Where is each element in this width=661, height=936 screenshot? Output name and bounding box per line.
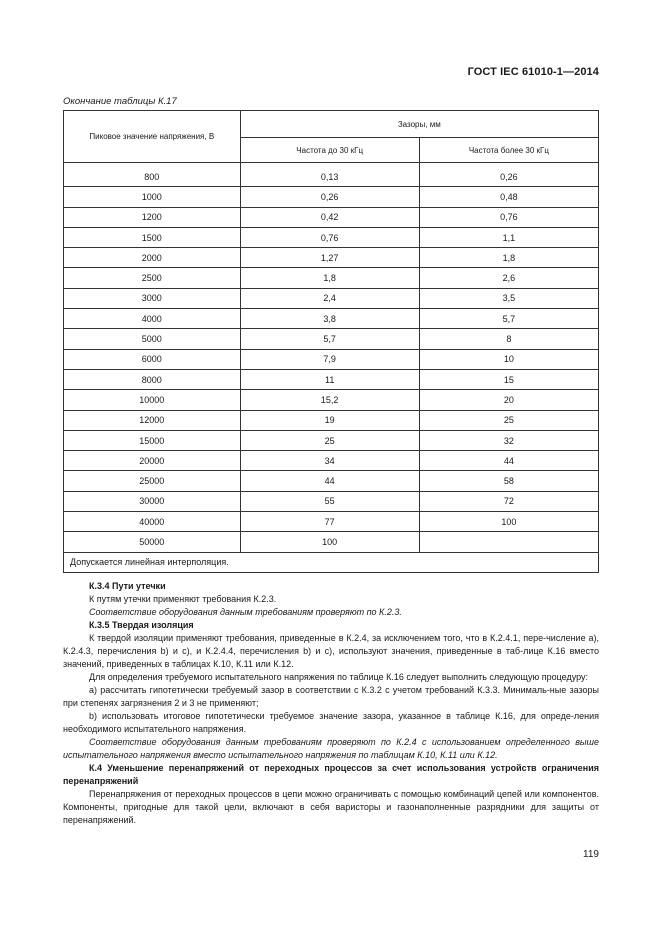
paragraph-compliance: Соответствие оборудования данным требованиям проверяют по К.2.4 с использованием определенного выше испытательного напряжения вместо испытательного напряжения по таблицам К.10, К.11 или К.12. [63,737,599,760]
cell-voltage: 800 [64,163,241,187]
cell-voltage: 1500 [64,227,241,247]
cell-gap-low-frequency: 1,8 [240,268,419,288]
list-item-a: а) рассчитать гипотетически требуемый зазор в соответствии с К.3.2 с учетом требований К.3.3. Минималь-ные зазоры при степенях загрязнения 2 и 3 не применяют; [63,685,599,708]
paragraph: К твердой изоляции применяют требования, приведенные в К.2.4, за исключением того, что в К.2.4.1, пере-числение а), К.2.4.3, перечисления b) и с), и К.2.4.4, перечисления b) и с), используют значения, приведенные в таб-лице К.16 вместо значений, приведенных в таблицах К.10, К.11 или К.12. [63,633,599,669]
table-row [64,532,599,552]
cell-gap-high-frequency: 8 [419,329,598,349]
cell-gap-high-frequency: 5,7 [419,309,598,329]
cell-gap-high-frequency: 25 [419,410,598,430]
col-header-low-frequency: Частота до 30 кГц [240,138,419,163]
col-header-gaps: Зазоры, мм [240,111,598,138]
cell-gap-high-frequency: 3,5 [419,288,598,308]
cell-voltage: 3000 [64,288,241,308]
cell-gap-high-frequency: 1,1 [419,227,598,247]
table-row [64,288,599,308]
paragraph: К путям утечки применяют требования К.2.3. [89,594,277,604]
cell-gap-high-frequency: 1,8 [419,248,598,268]
cell-voltage: 1200 [64,207,241,227]
cell-gap-high-frequency: 15 [419,369,598,389]
cell-voltage: 1000 [64,187,241,207]
table-row [64,369,599,389]
cell-gap-low-frequency: 100 [240,532,419,552]
table-row [64,410,599,430]
table-row [64,471,599,491]
cell-gap-high-frequency: 20 [419,390,598,410]
cell-gap-high-frequency: 58 [419,471,598,491]
cell-gap-low-frequency: 44 [240,471,419,491]
paragraph-compliance: Соответствие оборудования данным требованиям проверяют по К.2.3. [89,607,402,617]
cell-gap-high-frequency: 100 [419,512,598,532]
cell-gap-low-frequency: 19 [240,410,419,430]
paragraph: Для определения требуемого испытательного напряжения по таблице К.16 следует выполнить следующую процедуру: [89,672,589,682]
table-row [64,512,599,532]
cell-gap-high-frequency: 0,48 [419,187,598,207]
cell-gap-low-frequency: 0,26 [240,187,419,207]
clearance-table [63,110,599,573]
table-row [64,207,599,227]
table-row [64,268,599,288]
cell-voltage: 6000 [64,349,241,369]
paragraph: Перенапряжения от переходных процессов в цепи можно ограничивать с помощью комбинаций цепей или компонентов. Компоненты, пригодные для такой цели, включают в себя варисторы и газонаполненные разрядники для защиты от перенапряжений. [63,789,599,825]
table-note: Допускается линейная интерполяция. [64,552,599,572]
section-heading-k35: К.3.5 Твердая изоляция [89,620,194,630]
cell-gap-low-frequency: 25 [240,430,419,450]
table-row [64,329,599,349]
cell-voltage: 40000 [64,512,241,532]
col-header-voltage: Пиковое значение напряжения, В [64,111,241,163]
cell-gap-low-frequency: 0,13 [240,163,419,187]
table-row [64,390,599,410]
cell-gap-high-frequency: 44 [419,451,598,471]
cell-voltage: 25000 [64,471,241,491]
cell-voltage: 15000 [64,430,241,450]
cell-voltage: 4000 [64,309,241,329]
cell-gap-low-frequency: 0,76 [240,227,419,247]
cell-voltage: 50000 [64,532,241,552]
cell-gap-low-frequency: 2,4 [240,288,419,308]
table-row [64,187,599,207]
col-header-high-frequency: Частота более 30 кГц [419,138,598,163]
table-row [64,430,599,450]
cell-gap-low-frequency: 11 [240,369,419,389]
table-row [64,349,599,369]
cell-gap-low-frequency: 1,27 [240,248,419,268]
cell-gap-low-frequency: 34 [240,451,419,471]
cell-gap-low-frequency: 3,8 [240,309,419,329]
table-caption: Окончание таблицы К.17 [63,96,177,107]
cell-voltage: 2000 [64,248,241,268]
section-heading-k34: К.3.4 Пути утечки [89,581,166,591]
cell-voltage: 2500 [64,268,241,288]
cell-gap-low-frequency: 7,9 [240,349,419,369]
cell-voltage: 5000 [64,329,241,349]
table-row [64,248,599,268]
cell-voltage: 20000 [64,451,241,471]
table-row [64,227,599,247]
page-number: 119 [583,849,599,860]
cell-gap-low-frequency: 5,7 [240,329,419,349]
cell-gap-high-frequency: 32 [419,430,598,450]
section-heading-k4: К.4 Уменьшение перенапряжений от переходных процессов за счет использования устройств ограничения перенапряжений [63,763,599,786]
cell-gap-high-frequency: 10 [419,349,598,369]
cell-gap-low-frequency: 55 [240,491,419,511]
cell-gap-low-frequency: 77 [240,512,419,532]
cell-gap-low-frequency: 0,42 [240,207,419,227]
cell-gap-low-frequency: 15,2 [240,390,419,410]
table-row [64,491,599,511]
table-row [64,309,599,329]
cell-gap-high-frequency: 0,76 [419,207,598,227]
cell-voltage: 12000 [64,410,241,430]
table-row [64,163,599,187]
cell-gap-high-frequency: 2,6 [419,268,598,288]
cell-gap-high-frequency: 0,26 [419,163,598,187]
cell-gap-high-frequency: 72 [419,491,598,511]
list-item-b: b) использовать итоговое гипотетически требуемое значение зазора, указанное в таблице К.16, для опреде-ления необходимого испытательного напряжения. [63,711,599,734]
document-header: ГОСТ IEC 61010-1—2014 [467,66,599,78]
cell-gap-high-frequency [419,532,598,552]
cell-voltage: 30000 [64,491,241,511]
cell-voltage: 10000 [64,390,241,410]
body-text [63,580,599,827]
table-row [64,451,599,471]
cell-voltage: 8000 [64,369,241,389]
